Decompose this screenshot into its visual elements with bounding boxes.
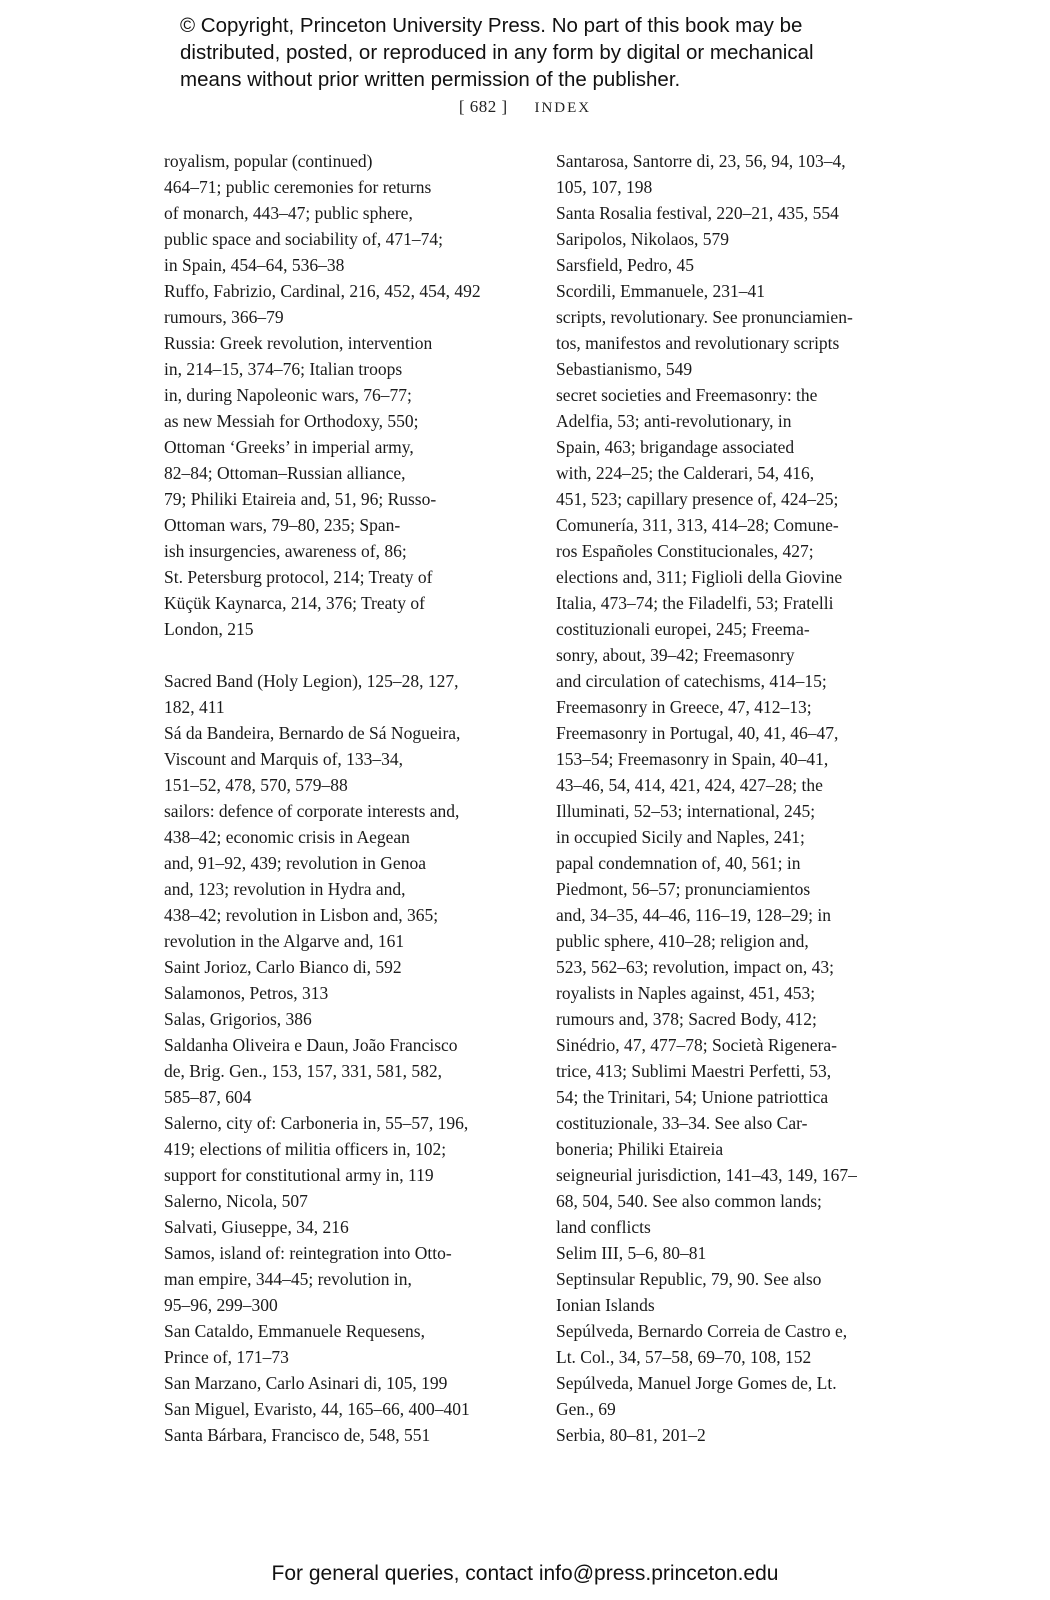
index-entry-line: Scordili, Emmanuele, 231–41 bbox=[556, 281, 765, 301]
section-title: INDEX bbox=[534, 100, 592, 116]
index-entry-line: in, during Napoleonic wars, 76–77; bbox=[164, 385, 412, 405]
index-entry-line: Salerno, city of: Carboneria in, 55–57, 196, bbox=[164, 1113, 469, 1133]
index-entry-line: revolution in the Algarve and, 161 bbox=[164, 931, 405, 951]
index-entry bbox=[164, 304, 524, 330]
page-number: [ 682 ] bbox=[458, 97, 508, 116]
index-entry-line: Viscount and Marquis of, 133–34, bbox=[164, 749, 404, 769]
index-entry-line: Ottoman ‘Greeks’ in imperial army, bbox=[164, 437, 414, 457]
index-entry-line: Selim III, 5–6, 80–81 bbox=[556, 1243, 707, 1263]
index-entry-line: San Miguel, Evaristo, 44, 165–66, 400–401 bbox=[164, 1399, 470, 1419]
index-entry-line: in Spain, 454–64, 536–38 bbox=[164, 255, 345, 275]
index-entry-line: 151–52, 478, 570, 579–88 bbox=[164, 775, 348, 795]
running-head bbox=[0, 97, 1050, 117]
index-entry bbox=[164, 720, 524, 798]
index-entry-line: Ruffo, Fabrizio, Cardinal, 216, 452, 454, 492 bbox=[164, 281, 481, 301]
index-entry bbox=[556, 148, 928, 200]
index-entry bbox=[164, 330, 524, 642]
index-entry-line: as new Messiah for Orthodoxy, 550; bbox=[164, 411, 419, 431]
index-entry-line: Piedmont, 56–57; pronunciamientos bbox=[556, 879, 811, 899]
index-entry bbox=[556, 1370, 928, 1422]
index-entry-line: 79; Philiki Etaireia and, 51, 96; Russo- bbox=[164, 489, 437, 509]
index-entry-line: Santa Rosalia festival, 220–21, 435, 554 bbox=[556, 203, 839, 223]
index-entry-line: de, Brig. Gen., 153, 157, 331, 581, 582, bbox=[164, 1061, 443, 1081]
index-entry-line: land conflicts bbox=[556, 1217, 651, 1237]
index-entry-line: papal condemnation of, 40, 561; in bbox=[556, 853, 801, 873]
index-entry-line: ish insurgencies, awareness of, 86; bbox=[164, 541, 407, 561]
index-entry-line: San Marzano, Carlo Asinari di, 105, 199 bbox=[164, 1373, 448, 1393]
index-entry-line: seigneurial jurisdiction, 141–43, 149, 167– bbox=[556, 1165, 857, 1185]
index-entry-line: trice, 413; Sublimi Maestri Perfetti, 53, bbox=[556, 1061, 832, 1081]
index-entry-line: Saint Jorioz, Carlo Bianco di, 592 bbox=[164, 957, 402, 977]
index-entry-line: Sepúlveda, Manuel Jorge Gomes de, Lt. bbox=[556, 1373, 837, 1393]
index-entry-line: with, 224–25; the Calderari, 54, 416, bbox=[556, 463, 815, 483]
index-column-left bbox=[164, 148, 524, 1448]
index-entry-line: 438–42; economic crisis in Aegean bbox=[164, 827, 410, 847]
index-entry-line: Adelfia, 53; anti-revolutionary, in bbox=[556, 411, 792, 431]
index-entry-line: boneria; Philiki Etaireia bbox=[556, 1139, 724, 1159]
index-entry bbox=[164, 1006, 524, 1032]
index-entry-line: 182, 411 bbox=[164, 697, 225, 717]
index-entry-line: 438–42; revolution in Lisbon and, 365; bbox=[164, 905, 439, 925]
index-entry bbox=[164, 798, 524, 954]
index-entry-line: and, 91–92, 439; revolution in Genoa bbox=[164, 853, 426, 873]
index-entry bbox=[164, 278, 524, 304]
copyright-notice bbox=[180, 12, 900, 93]
index-entry-line: Russia: Greek revolution, intervention bbox=[164, 333, 433, 353]
index-entry-line: Septinsular Republic, 79, 90. See also bbox=[556, 1269, 822, 1289]
index-entry bbox=[556, 200, 928, 226]
index-entry-line: tos, manifestos and revolutionary scripts bbox=[556, 333, 840, 353]
index-entry-line: Prince of, 171–73 bbox=[164, 1347, 289, 1367]
index-entry-line: 523, 562–63; revolution, impact on, 43; bbox=[556, 957, 835, 977]
index-entry bbox=[164, 1188, 524, 1214]
index-entry-line: and, 123; revolution in Hydra and, bbox=[164, 879, 406, 899]
index-entry-line: Sá da Bandeira, Bernardo de Sá Nogueira, bbox=[164, 723, 461, 743]
index-entry bbox=[556, 226, 928, 252]
index-entry-line: ros Españoles Constitucionales, 427; bbox=[556, 541, 814, 561]
index-entry-line: Küçük Kaynarca, 214, 376; Treaty of bbox=[164, 593, 425, 613]
index-entry-line: 153–54; Freemasonry in Spain, 40–41, bbox=[556, 749, 829, 769]
index-entry-line: Santa Bárbara, Francisco de, 548, 551 bbox=[164, 1425, 431, 1445]
index-entry bbox=[556, 1162, 928, 1240]
index-entry-line: man empire, 344–45; revolution in, bbox=[164, 1269, 412, 1289]
index-entry-line: and, 34–35, 44–46, 116–19, 128–29; in bbox=[556, 905, 831, 925]
index-entry-line: Sebastianismo, 549 bbox=[556, 359, 693, 379]
index-entry-line: sailors: defence of corporate interests and, bbox=[164, 801, 460, 821]
index-entry bbox=[164, 980, 524, 1006]
index-entry-line: scripts, revolutionary. See pronunciamien- bbox=[556, 307, 853, 327]
index-entry-line: Ionian Islands bbox=[556, 1295, 655, 1315]
index-entry-line: elections and, 311; Figlioli della Giovine bbox=[556, 567, 843, 587]
index-entry bbox=[556, 278, 928, 304]
index-entry-line: of monarch, 443–47; public sphere, bbox=[164, 203, 413, 223]
index-entry-line: 451, 523; capillary presence of, 424–25; bbox=[556, 489, 839, 509]
entry-gap bbox=[164, 642, 524, 668]
copyright-line: means without prior written permission of the publisher. bbox=[180, 68, 681, 91]
index-entry-line: 105, 107, 198 bbox=[556, 177, 653, 197]
index-entry-line: Salvati, Giuseppe, 34, 216 bbox=[164, 1217, 349, 1237]
index-entry bbox=[164, 1422, 524, 1448]
index-entry-line: Saripolos, Nikolaos, 579 bbox=[556, 229, 730, 249]
index-entry-line: Freemasonry in Portugal, 40, 41, 46–47, bbox=[556, 723, 839, 743]
index-entry-line: 585–87, 604 bbox=[164, 1087, 252, 1107]
index-column-right bbox=[556, 148, 928, 1448]
index-entry-line: London, 215 bbox=[164, 619, 254, 639]
index-entry bbox=[164, 954, 524, 980]
index-entry-line: 43–46, 54, 414, 421, 424, 427–28; the bbox=[556, 775, 823, 795]
index-entry bbox=[556, 1266, 928, 1318]
index-entry-line: Sepúlveda, Bernardo Correia de Castro e, bbox=[556, 1321, 848, 1341]
index-entry-line: Santarosa, Santorre di, 23, 56, 94, 103–4, bbox=[556, 151, 846, 171]
index-entry bbox=[556, 356, 928, 382]
index-entry-line: public sphere, 410–28; religion and, bbox=[556, 931, 809, 951]
index-entry-line: Salamonos, Petros, 313 bbox=[164, 983, 329, 1003]
index-entry-line: Salerno, Nicola, 507 bbox=[164, 1191, 308, 1211]
index-entry bbox=[164, 1396, 524, 1422]
index-entry bbox=[556, 1422, 928, 1448]
index-entry bbox=[556, 1240, 928, 1266]
index-entry-line: public space and sociability of, 471–74; bbox=[164, 229, 443, 249]
index-entry-line: Samos, island of: reintegration into Otto- bbox=[164, 1243, 452, 1263]
index-entry-line: 82–84; Ottoman–Russian alliance, bbox=[164, 463, 406, 483]
index-entry bbox=[164, 1110, 524, 1188]
index-entry-line: in occupied Sicily and Naples, 241; bbox=[556, 827, 805, 847]
index-entry-line: 464–71; public ceremonies for returns bbox=[164, 177, 432, 197]
index-entry bbox=[164, 1214, 524, 1240]
index-entry-line: in, 214–15, 374–76; Italian troops bbox=[164, 359, 403, 379]
copyright-line: distributed, posted, or reproduced in any form by digital or mechanical bbox=[180, 41, 814, 64]
index-entry bbox=[164, 148, 524, 278]
index-entry bbox=[556, 382, 928, 1162]
index-entry-line: 54; the Trinitari, 54; Unione patriottica bbox=[556, 1087, 829, 1107]
index-entry bbox=[556, 1318, 928, 1370]
index-entry-line: royalism, popular (continued) bbox=[164, 151, 373, 171]
index-entry bbox=[164, 1240, 524, 1318]
index-entry-line: sonry, about, 39–42; Freemasonry bbox=[556, 645, 795, 665]
index-entry-line: rumours, 366–79 bbox=[164, 307, 284, 327]
index-entry-line: Salas, Grigorios, 386 bbox=[164, 1009, 312, 1029]
index-entry-line: Ottoman wars, 79–80, 235; Span- bbox=[164, 515, 401, 535]
index-entry-line: Freemasonry in Greece, 47, 412–13; bbox=[556, 697, 812, 717]
index-entry bbox=[556, 252, 928, 278]
index-entry-line: 95–96, 299–300 bbox=[164, 1295, 278, 1315]
index-entry-line: Sacred Band (Holy Legion), 125–28, 127, bbox=[164, 671, 459, 691]
index-entry bbox=[164, 668, 524, 720]
index-entry-line: Comunería, 311, 313, 414–28; Comune- bbox=[556, 515, 839, 535]
index-entry-line: costituzionale, 33–34. See also Car- bbox=[556, 1113, 808, 1133]
index-entry-line: Gen., 69 bbox=[556, 1399, 616, 1419]
index-entry-line: Spain, 463; brigandage associated bbox=[556, 437, 795, 457]
index-entry-line: costituzionali europei, 245; Freema- bbox=[556, 619, 810, 639]
index-entry-line: 419; elections of militia officers in, 102; bbox=[164, 1139, 447, 1159]
index-entry bbox=[164, 1318, 524, 1370]
index-entry-line: Lt. Col., 34, 57–58, 69–70, 108, 152 bbox=[556, 1347, 812, 1367]
index-entry-line: and circulation of catechisms, 414–15; bbox=[556, 671, 827, 691]
index-entry-line: St. Petersburg protocol, 214; Treaty of bbox=[164, 567, 433, 587]
index-entry bbox=[556, 304, 928, 356]
footer-contact: For general queries, contact info@press.princeton.edu bbox=[271, 1562, 779, 1585]
index-entry bbox=[164, 1370, 524, 1396]
index-entry-line: support for constitutional army in, 119 bbox=[164, 1165, 434, 1185]
index-entry-line: Serbia, 80–81, 201–2 bbox=[556, 1425, 706, 1445]
index-entry-line: San Cataldo, Emmanuele Requesens, bbox=[164, 1321, 425, 1341]
index-entry-line: Sarsfield, Pedro, 45 bbox=[556, 255, 695, 275]
index-entry-line: 68, 504, 540. See also common lands; bbox=[556, 1191, 822, 1211]
index-entry-line: royalists in Naples against, 451, 453; bbox=[556, 983, 816, 1003]
index-entry-line: rumours and, 378; Sacred Body, 412; bbox=[556, 1009, 817, 1029]
index-entry-line: Sinédrio, 47, 477–78; Società Rigenera- bbox=[556, 1035, 837, 1055]
index-entry bbox=[164, 1032, 524, 1110]
index-entry-line: Illuminati, 52–53; international, 245; bbox=[556, 801, 816, 821]
index-entry-line: secret societies and Freemasonry: the bbox=[556, 385, 818, 405]
index-entry-line: Saldanha Oliveira e Daun, João Francisco bbox=[164, 1035, 458, 1055]
copyright-line: © Copyright, Princeton University Press. No part of this book may be bbox=[180, 14, 803, 37]
index-entry-line: Italia, 473–74; the Filadelfi, 53; Fratelli bbox=[556, 593, 834, 613]
